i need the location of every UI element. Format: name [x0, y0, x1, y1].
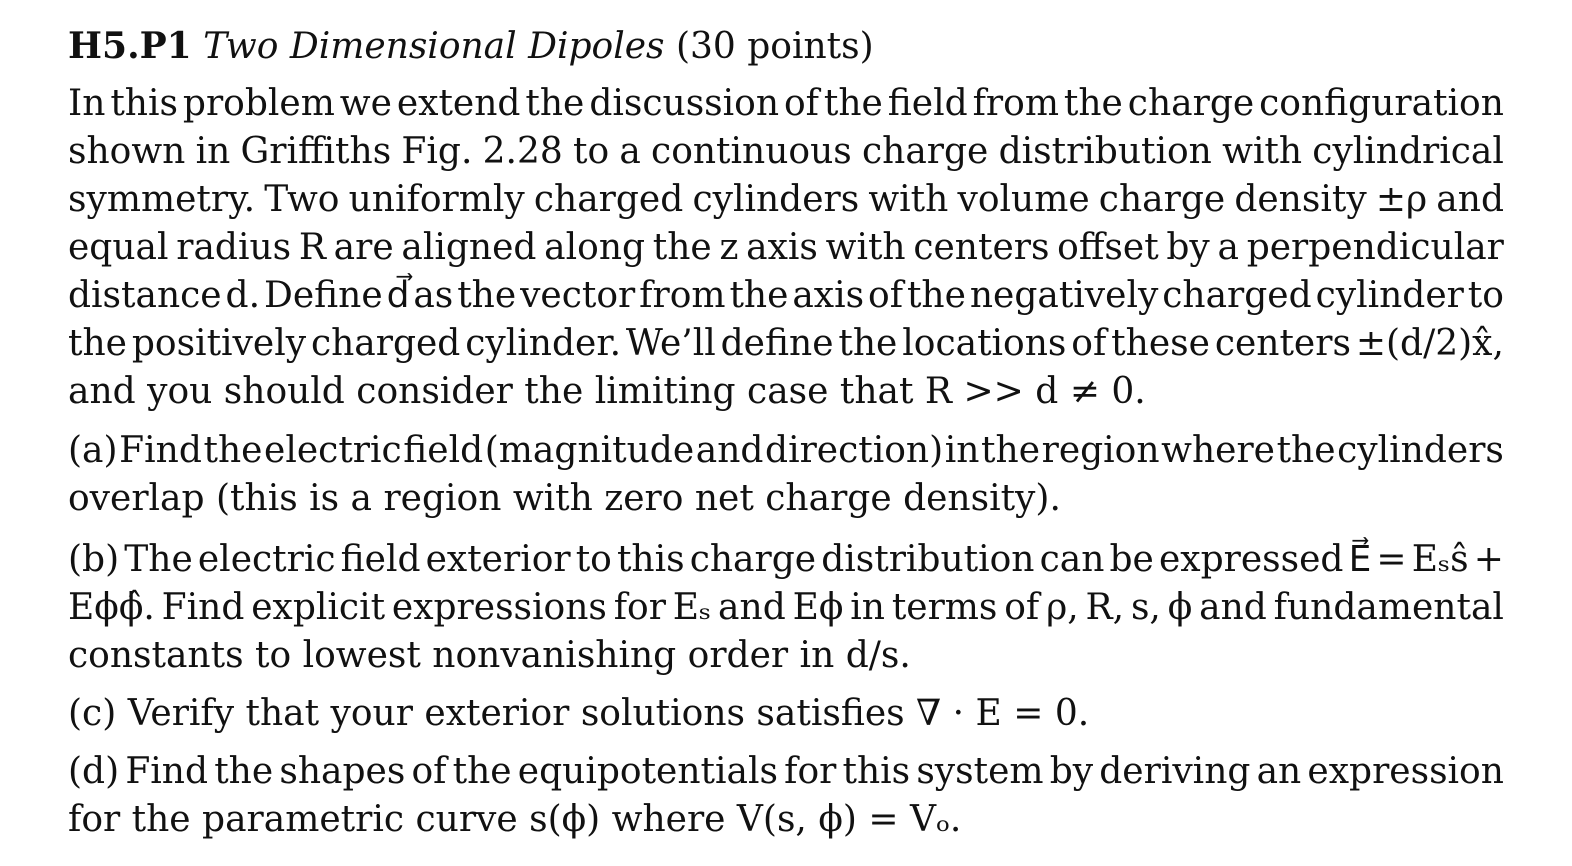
intro-line-1: In this problem we extend the discussion of the field from the charge configuration — [68, 83, 1504, 124]
part-b-line-1: (b) The electric field exterior to this charge distribution can be expressed E⃗ = Eₛŝ + — [68, 539, 1504, 580]
problem-points: (30 points) — [675, 26, 874, 67]
part-a-line-2: overlap (this is a region with zero net charge density). — [68, 478, 1061, 519]
intro-line-3: symmetry. Two uniformly charged cylinders with volume charge density ±ρ and — [68, 179, 1504, 220]
part-b-line-3: constants to lowest nonvanishing order in d/s. — [68, 635, 911, 676]
part-c-line-1: (c) Verify that your exterior solutions satisfies ∇ · E = 0. — [68, 693, 1090, 734]
problem-title: Two Dimensional Dipoles — [203, 26, 665, 67]
intro-line-2: shown in Griffiths Fig. 2.28 to a continuous charge distribution with cylindrical — [68, 131, 1504, 172]
intro-line-5: distance d. Define d⃗ as the vector from the axis of the negatively charged cylinder to — [68, 275, 1504, 316]
part-b-line-2: Eϕϕ̂. Find explicit expressions for Eₛ and Eϕ in terms of ρ, R, s, ϕ and fundamental — [68, 587, 1504, 628]
problem-label: H5.P1 — [68, 25, 192, 67]
part-d-line-1: (d) Find the shapes of the equipotentials for this system by deriving an expression — [68, 751, 1504, 792]
intro-line-4: equal radius R are aligned along the z axis with centers offset by a perpendicular — [68, 227, 1504, 268]
part-a-line-1: (a) Find the electric field (magnitude and direction) in the region where the cylinders — [68, 430, 1504, 471]
intro-line-7: and you should consider the limiting case that R >> d ≠ 0. — [68, 371, 1146, 412]
problem-heading — [68, 22, 1504, 70]
intro-line-6: the positively charged cylinder. We’ll define the locations of these centers ±(d/2)x̂, — [68, 323, 1504, 364]
part-d-line-2: for the parametric curve s(ϕ) where V(s, ϕ) = Vₒ. — [68, 799, 962, 840]
